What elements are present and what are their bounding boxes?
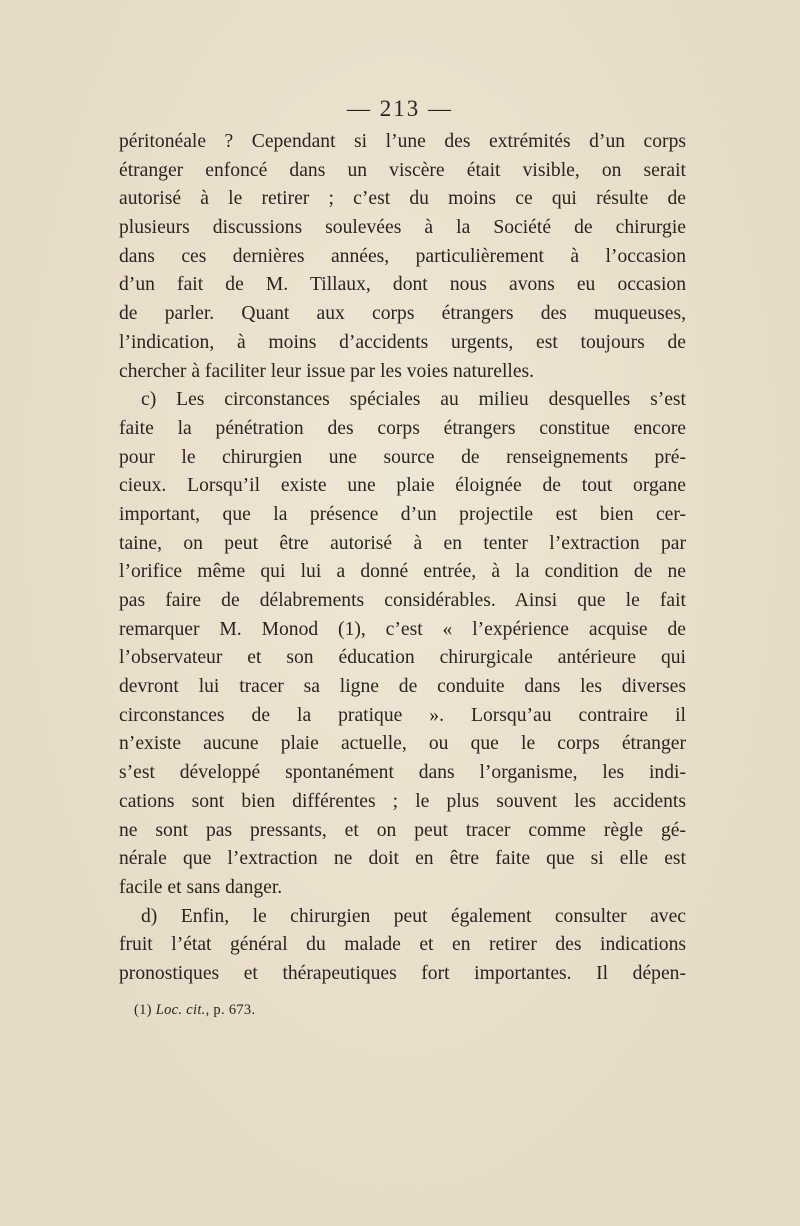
text-line: taine, on peut être autorisé à en tenter l’extraction par <box>119 532 686 554</box>
text-line: l’indication, à moins d’accidents urgents, est toujours de <box>119 331 686 353</box>
text-line: remarquer M. Monod (1), c’est « l’expérience acquise de <box>119 618 686 640</box>
text-line: dans ces dernières années, particulièrement à l’occasion <box>119 245 686 267</box>
text-line: l’observateur et son éducation chirurgicale antérieure qui <box>119 647 686 669</box>
text-line: facile et sans danger. <box>119 876 283 898</box>
text-line: l’orifice même qui lui a donné entrée, à la condition de ne <box>119 561 686 583</box>
footnote-reference: Loc. cit. <box>155 1002 206 1018</box>
text-line: plusieurs discussions soulevées à la Société de chirurgie <box>119 217 686 239</box>
text-line: pas faire de délabrements considérables. Ainsi que le fait <box>119 590 686 611</box>
text-line: fruit l’état général du malade et en retirer des indications <box>119 934 686 956</box>
paragraph-c-start: c) Les circonstances spéciales au milieu desquelles s’est <box>141 389 686 411</box>
text-line: devront lui tracer sa ligne de conduite dans les diverses <box>119 676 686 698</box>
text-line: circonstances de la pratique ». Lorsqu’au contraire il <box>119 704 686 726</box>
text-line: étranger enfoncé dans un viscère était visible, on serait <box>119 159 686 181</box>
text-line: nérale que l’extraction ne doit en être faite que si elle est <box>119 848 686 870</box>
text-line: s’est développé spontanément dans l’organisme, les indi- <box>119 762 686 784</box>
text-line: péritonéale ? Cependant si l’une des extrémités d’un corps <box>119 131 686 152</box>
text-line: ne sont pas pressants, et on peut tracer comme règle gé- <box>119 819 686 841</box>
text-line: d’un fait de M. Tillaux, dont nous avons eu occasion <box>119 274 686 296</box>
body-text <box>119 128 686 989</box>
footnote-rest: , p. 673. <box>205 1002 256 1018</box>
footnote <box>134 1001 255 1019</box>
footnote-marker: (1) <box>134 1002 152 1018</box>
paragraph-d-start: d) Enfin, le chirurgien peut également consulter avec <box>141 905 686 927</box>
text-line: n’existe aucune plaie actuelle, ou que le corps étranger <box>119 733 686 755</box>
text-line: autorisé à le retirer ; c’est du moins ce qui résulte de <box>119 188 686 210</box>
text-line: chercher à faciliter leur issue par les voies naturelles. <box>119 360 535 382</box>
text-line: important, que la présence d’un projectile est bien cer- <box>119 503 686 525</box>
text-line: cieux. Lorsqu’il existe une plaie éloignée de tout organe <box>119 475 686 497</box>
text-line: cations sont bien différentes ; le plus souvent les accidents <box>119 790 686 812</box>
text-line: faite la pénétration des corps étrangers constitue encore <box>119 417 686 439</box>
text-line: pronostiques et thérapeutiques fort importantes. Il dépen- <box>119 962 686 984</box>
text-line: pour le chirurgien une source de renseignements pré- <box>119 446 686 468</box>
page-number: — 213 — <box>347 96 453 121</box>
text-line: de parler. Quant aux corps étrangers des muqueuses, <box>119 303 686 325</box>
